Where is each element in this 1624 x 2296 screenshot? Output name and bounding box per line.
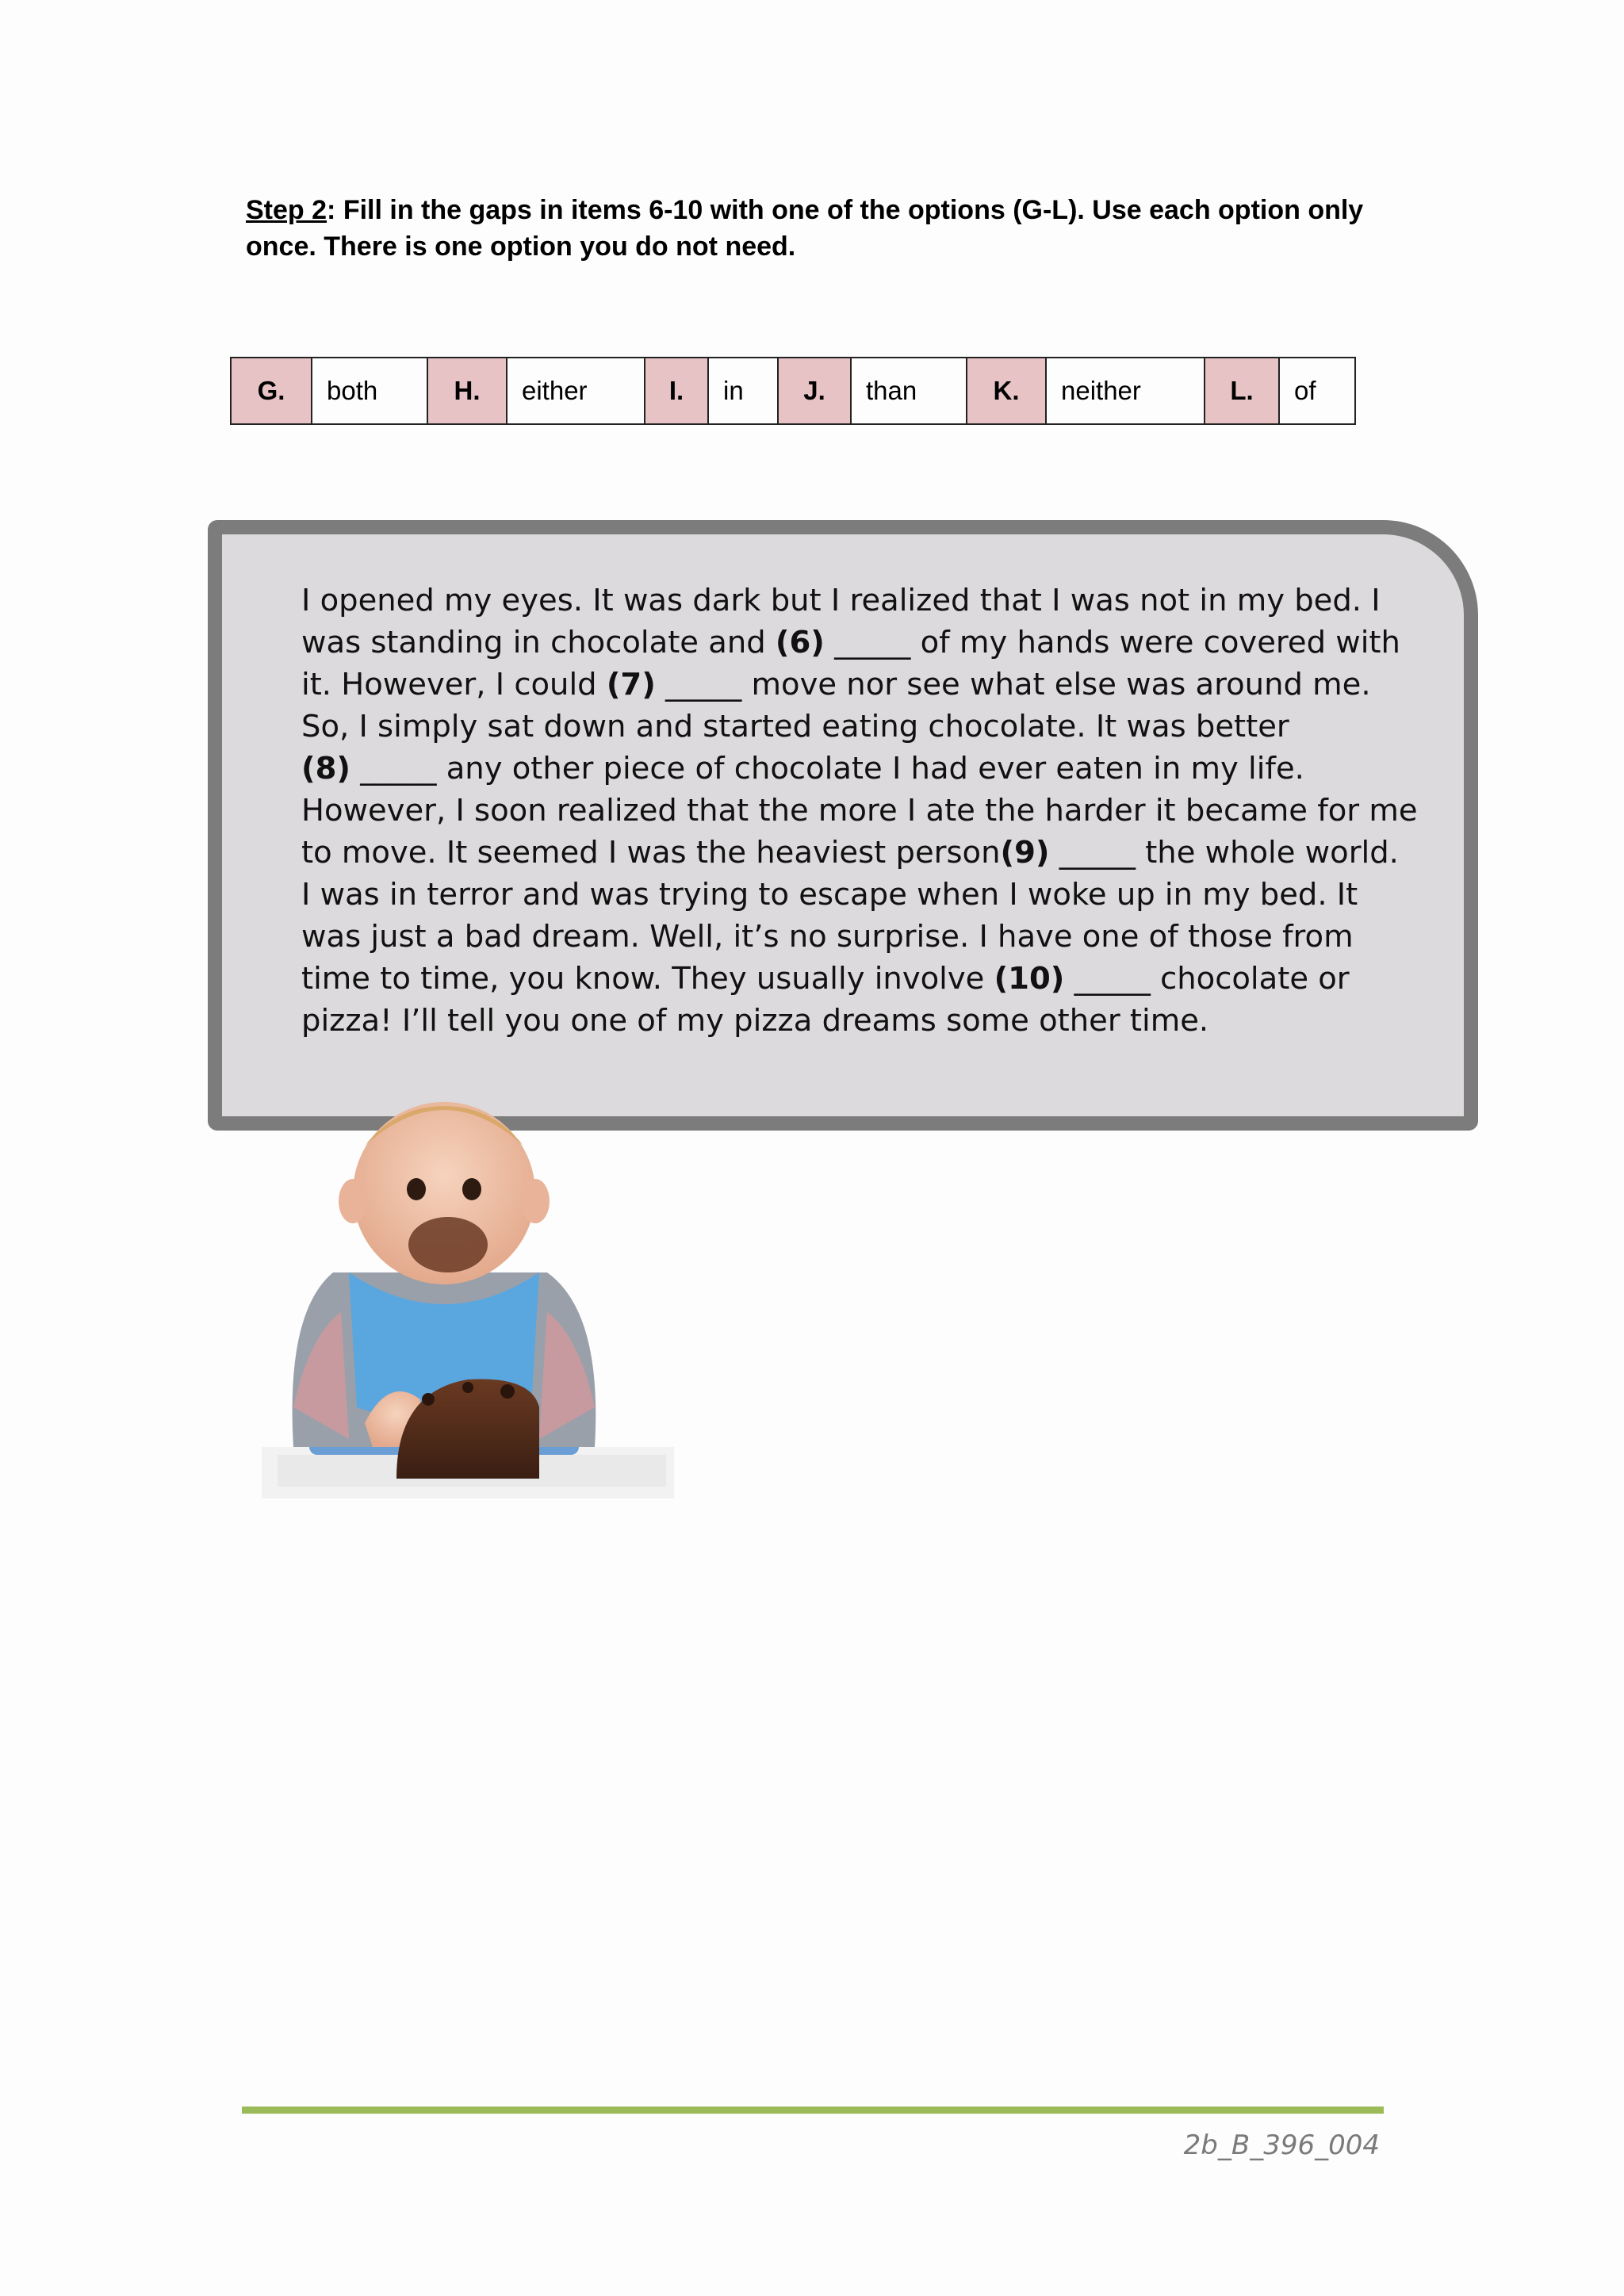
story-fragment: pizza! I’ll tell you one of my pizza dreams some other time. bbox=[301, 1003, 1209, 1039]
document-code: 2b_B_396_004 bbox=[1183, 2130, 1380, 2161]
story-line bbox=[301, 916, 1443, 958]
story-line bbox=[301, 874, 1443, 916]
gap-number-8: (8) bbox=[301, 751, 350, 786]
options-row bbox=[231, 358, 1355, 424]
gap-number-6: (6) bbox=[775, 625, 825, 660]
option-letter: K. bbox=[967, 358, 1046, 424]
option-letter: G. bbox=[231, 358, 312, 424]
story-fragment: to move. It seemed I was the heaviest person bbox=[301, 835, 1001, 871]
gap-number-10: (10) bbox=[994, 961, 1065, 997]
option-word: than bbox=[851, 358, 967, 424]
footer-divider bbox=[242, 2107, 1384, 2114]
story-fragment: _____ move nor see what else was around me. bbox=[655, 667, 1371, 702]
instructions-text: : Fill in the gaps in items 6-10 with one of the options (G-L). Use each option only once. There is one option you do not need. bbox=[246, 195, 1364, 262]
story-fragment: However, I soon realized that the more I ate the harder it became for me bbox=[301, 793, 1418, 828]
story-fragment: So, I simply sat down and started eating chocolate. It was better bbox=[301, 709, 1289, 744]
story-text bbox=[301, 580, 1443, 1042]
story-line bbox=[301, 622, 1443, 664]
baby-eating-chocolate-cake-photo bbox=[262, 1074, 674, 1498]
option-word: in bbox=[708, 358, 778, 424]
story-fragment: I was in terror and was trying to escape when I woke up in my bed. It bbox=[301, 877, 1358, 913]
gap-number-7: (7) bbox=[606, 667, 656, 702]
option-letter: L. bbox=[1205, 358, 1279, 424]
story-line bbox=[301, 832, 1443, 874]
story-fragment: it. However, I could bbox=[301, 667, 607, 702]
story-fragment: _____ the whole world. bbox=[1049, 835, 1399, 871]
option-word: either bbox=[507, 358, 645, 424]
story-line bbox=[301, 958, 1443, 1000]
story-fragment: I opened my eyes. It was dark but I realized that I was not in my bed. I bbox=[301, 583, 1381, 618]
option-letter: I. bbox=[645, 358, 708, 424]
options-table bbox=[230, 357, 1356, 425]
option-word: both bbox=[312, 358, 427, 424]
story-line bbox=[301, 664, 1443, 706]
story-line bbox=[301, 1000, 1443, 1042]
story-fragment: time to time, you know. They usually involve bbox=[301, 961, 994, 997]
option-letter: J. bbox=[778, 358, 851, 424]
option-letter: H. bbox=[427, 358, 507, 424]
gap-number-9: (9) bbox=[1000, 835, 1050, 871]
story-line bbox=[301, 580, 1443, 622]
option-word: neither bbox=[1046, 358, 1205, 424]
option-word: of bbox=[1279, 358, 1355, 424]
story-fragment: _____ of my hands were covered with bbox=[824, 625, 1400, 660]
instructions bbox=[246, 192, 1404, 265]
story-fragment: _____ any other piece of chocolate I had ever eaten in my life. bbox=[350, 751, 1304, 786]
step-label: Step 2 bbox=[246, 195, 327, 225]
story-fragment: was standing in chocolate and bbox=[301, 625, 776, 660]
story-line bbox=[301, 748, 1443, 790]
story-line bbox=[301, 706, 1443, 748]
story-fragment: was just a bad dream. Well, it’s no surprise. I have one of those from bbox=[301, 919, 1354, 955]
story-fragment: _____ chocolate or bbox=[1064, 961, 1350, 997]
story-line bbox=[301, 790, 1443, 832]
